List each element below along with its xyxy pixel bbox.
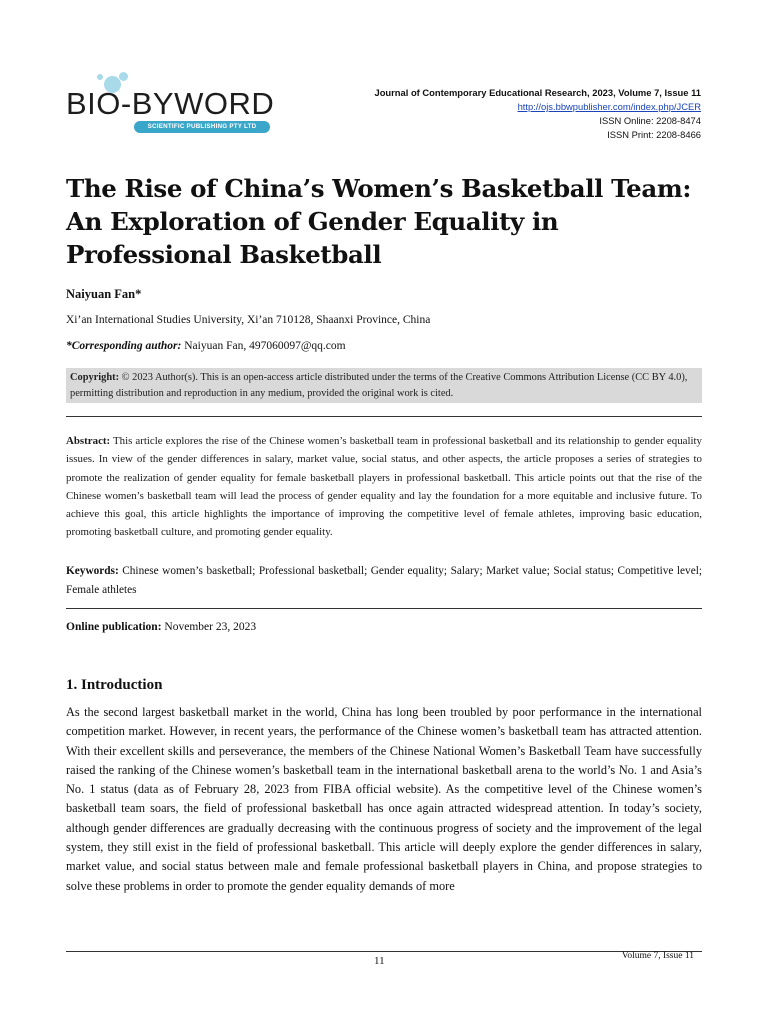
logo-wordmark: BIO-BYWORD	[66, 86, 275, 121]
footer-volume-issue: Volume 7, Issue 11	[621, 951, 694, 961]
issn-online: ISSN Online: 2208-8474	[599, 115, 701, 126]
footer-divider	[66, 951, 702, 952]
article-title: The Rise of China’s Women’s Basketball Team: An Exploration of Gender Equality in Professional Basketball	[66, 174, 691, 269]
divider-bottom	[66, 608, 702, 609]
online-publication	[66, 621, 256, 633]
logo-bubble-small-icon	[119, 72, 128, 81]
copyright-text: © 2023 Author(s). This is an open-access article distributed under the terms of the Creative Commons Attribution License (CC BY 4.0), permitting distribution and reproduction in any medium, provided the original work is cited.	[70, 372, 688, 399]
introduction-paragraph: As the second largest basketball market in the world, China has long been troubled by poor performance in the international competition market. However, in recent years, the performance of the Chinese women’s basketball team has attracted attention. With their excellent skills and perseverance, the members of the Chinese National Women’s Basketball Team have successfully raised the ranking of the Chinese women’s basketball team in the international basketball arena to the world’s No. 1 and Asia’s No. 1 status (data as of February 28, 2023 from FIBA official website). As the competitive level of the Chinese women’s basketball team soars, the field of professional basketball has once again attracted widespread attention. In today’s society, although gender differences are gradually decreasing with the continuous progress of society and the improvement of the legal system, they still exist in the field of professional basketball. This article will deeply explore the gender differences in salary, market value, and social status between male and female professional basketball players in China, and propose strategies to solve these problems in order to promote the gender equality demands of more	[66, 705, 702, 893]
abstract-label: Abstract:	[66, 435, 111, 447]
keywords-text: Chinese women’s basketball; Professional basketball; Gender equality; Salary; Market value; Social status; Competitive level; Female athletes	[66, 565, 702, 596]
author-name: Naiyuan Fan*	[66, 287, 142, 301]
corresponding-author-text: Naiyuan Fan, 497060097@qq.com	[181, 340, 346, 352]
author-affiliation: Xi’an International Studies University, Xi’an 710128, Shaanxi Province, China	[66, 314, 431, 326]
online-publication-date: November 23, 2023	[161, 621, 257, 633]
divider-top	[66, 416, 702, 417]
page-number: 11	[374, 955, 385, 967]
corresponding-author	[66, 340, 346, 352]
issn-print: ISSN Print: 2208-8466	[607, 129, 701, 140]
abstract	[66, 432, 702, 542]
abstract-text: This article explores the rise of the Chinese women’s basketball team in professional basketball and its relationship to gender equality issues. In view of the gender differences in salary, market value, social status, and other aspects, the article proposes a series of strategies to promote the realization of gender equality for female basketball players in professional basketball. This article points out that the rise of the Chinese women’s basketball team will lead the process of gender equality and lay the foundation for a more equitable and inclusive future. To achieve this goal, this article highlights the importance of improving the competitive level of female athletes, improving basic education, promoting basketball culture, and promoting gender equality.	[66, 435, 702, 539]
logo-tagline: SCIENTIFIC PUBLISHING PTY LTD	[134, 121, 270, 133]
journal-meta	[374, 86, 701, 142]
corresponding-author-label: *Corresponding author:	[66, 340, 182, 352]
journal-title-line: Journal of Contemporary Educational Research, 2023, Volume 7, Issue 11	[374, 87, 701, 98]
logo-bubble-tiny-icon	[97, 74, 103, 80]
keywords	[66, 562, 702, 600]
journal-url-link[interactable]: http://ojs.bbwpublisher.com/index.php/JCER	[517, 101, 701, 112]
copyright-box	[66, 368, 702, 403]
copyright-label: Copyright:	[70, 372, 120, 383]
keywords-label: Keywords:	[66, 565, 119, 577]
section-heading: 1. Introduction	[66, 677, 163, 693]
publisher-logo	[64, 72, 279, 138]
online-publication-label: Online publication:	[66, 621, 162, 633]
